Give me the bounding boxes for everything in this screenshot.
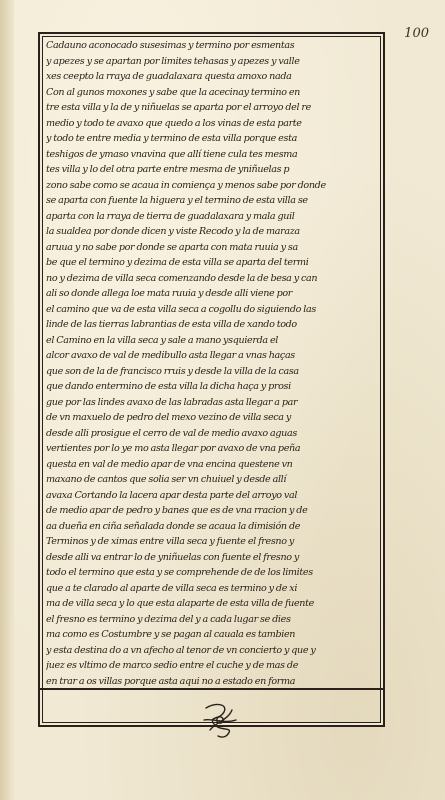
text-line: que dando entermino de esta villa la dicha haça y prosi	[46, 381, 291, 392]
text-line: xes ceepto la rraya de guadalaxara questa amoxo nada	[46, 71, 292, 82]
text-line: y apezes y se apartan por limites tehasas y apezes y valle	[46, 55, 300, 67]
text-line: el fresno es termino y dezima del y a cada lugar se dies	[46, 613, 291, 625]
text-line: alcor avaxo de val de medibullo asta llegar a vnas haças	[46, 350, 295, 361]
text-line: vertientes por lo ye mo asta llegar por avaxo de vna peña	[46, 443, 301, 454]
text-line: en trar a os villas porque asta aqui no a estado en forma	[46, 675, 296, 687]
page-edge-shadow	[0, 0, 14, 800]
text-line: aparta con la rraya de tierra de guadalaxara y mala guil	[46, 210, 295, 222]
text-line: no y dezima de villa seca comenzando desde la de besa y can	[46, 272, 318, 284]
folio-number: 100	[404, 26, 429, 41]
text-line: linde de las tierras labrantias de esta villa de xando todo	[46, 319, 297, 330]
bottom-rule	[38, 688, 385, 690]
text-line: maxano de cantos que solia ser vn chuiuel y desde allí	[46, 474, 287, 485]
text-line: todo el termino que esta y se comprehende de de los limites	[46, 567, 313, 578]
text-line: desde alli va entrar lo de yniñuelas con fuente el fresno y	[46, 551, 300, 563]
text-line: teshigos de ymaso vnavina que allí tiene cula tes mesma	[46, 148, 298, 160]
text-line: Terminos y de ximas entre villa seca y fuente el fresno y	[46, 536, 294, 547]
text-line: se aparta con fuente la higuera y el termino de esta villa se	[46, 195, 308, 206]
text-line: ma como es Costumbre y se pagan al cauala es tambien	[46, 629, 296, 640]
text-line: gue por las lindes avaxo de las labradas asta llegar a par	[46, 396, 298, 408]
text-line: que a te clarado al aparte de villa seca es termino y de xi	[46, 582, 298, 594]
text-line: Cadauno aconocado susesimas y termino por esmentas	[46, 40, 295, 51]
text-line: desde alli prosigue el cerro de val de medio avaxo aguas	[46, 427, 297, 439]
text-line: medio y todo te avaxo que quedo a los vinas de esta parte	[46, 117, 302, 129]
text-line: be que el termino y dezima de esta villa se aparta del termi	[46, 257, 309, 268]
text-line: de vn maxuelo de pedro del mexo vezino de villa seca y	[46, 412, 291, 423]
text-line: ma de villa seca y lo que esta alaparte de esta villa de fuente	[46, 598, 314, 609]
text-line: tre esta villa y la de y niñuelas se aparta por el arroyo del re	[46, 102, 311, 113]
text-line: de medio apar de pedro y banes que es de vna rracion y de	[46, 505, 308, 516]
text-line: juez es vltimo de marco sedio entre el cuche y de mas de	[46, 660, 299, 671]
text-line: tes villa y lo del otra parte entre mesma de yniñuelas p	[46, 164, 290, 175]
text-line: y esta destina do a vn afecho al tenor de vn concierto y que y	[46, 644, 316, 656]
text-line: el camino que va de esta villa seca a cogollu do siguiendo las	[46, 303, 316, 315]
text-line: avaxa Cortando la lacera apar desta parte del arroyo val	[46, 489, 298, 501]
text-line: que son de la de francisco rruis y desde la villa de la casa	[46, 365, 299, 377]
text-line: zono sabe como se acaua in comiença y menos sabe por donde	[46, 179, 326, 191]
text-line: y todo te entre media y termino de esta villa porque esta	[46, 133, 297, 144]
text-line: ali so donde allega loe mata ruuia y desde alli viene por	[46, 288, 293, 299]
text-line: Con al gunos moxones y sabe que la acecinay termino en	[46, 86, 301, 98]
text-line: el Camino en la villa seca y sale a mano ysquierda el	[46, 334, 279, 346]
text-line: aruua y no sabe por donde se aparta con mata ruuia y sa	[46, 241, 298, 253]
text-block	[46, 38, 380, 689]
rubric-flourish-icon	[198, 700, 242, 740]
text-line: questa en val de medio apar de vna encina questene vn	[46, 458, 293, 470]
text-line: aa dueña en ciña señalada donde se acaua la dimisión de	[46, 520, 301, 532]
text-line: la sualdea por donde dicen y viste Recodo y la de maraza	[46, 226, 300, 237]
